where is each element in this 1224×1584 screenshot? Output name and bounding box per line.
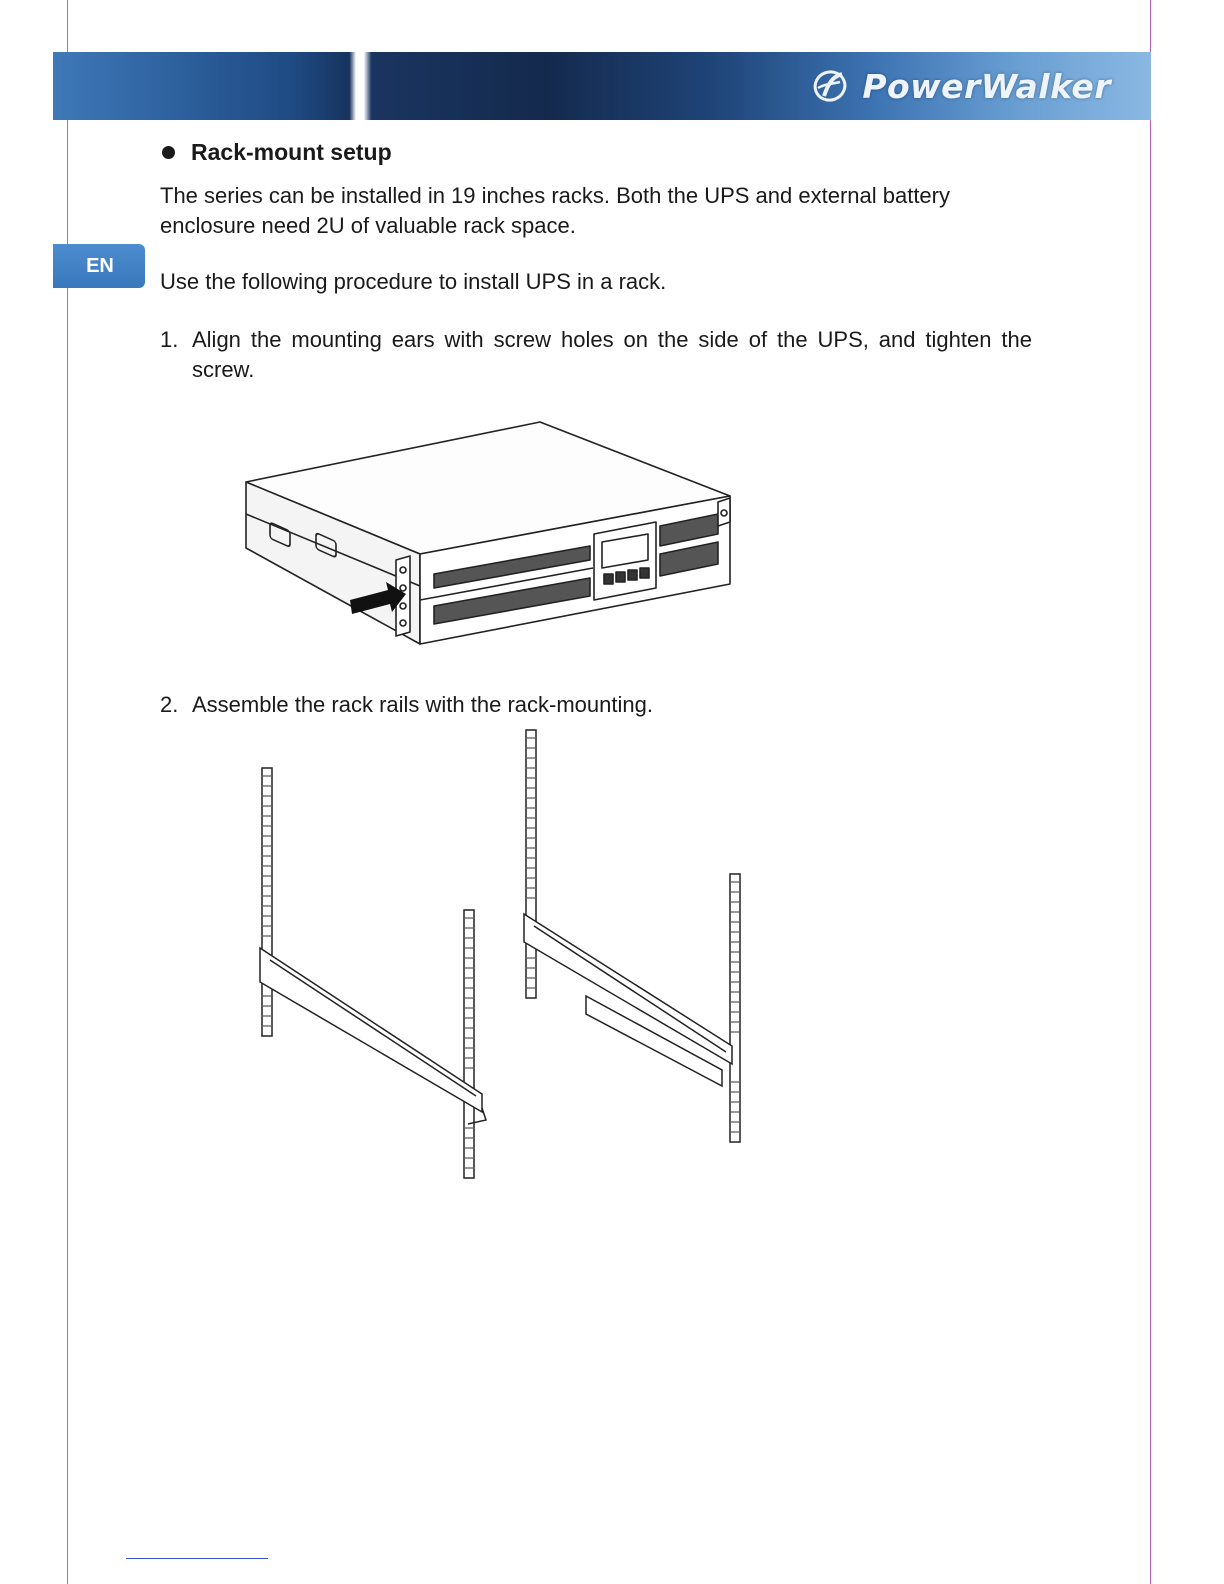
header-band (53, 52, 1151, 120)
intro-paragraph: The series can be installed in 19 inches racks. Both the UPS and external battery enclosure need 2U of valuable rack space. (160, 183, 950, 238)
rack-rails-figure (246, 728, 756, 1188)
brand (810, 66, 1111, 106)
left-margin-line (67, 0, 68, 1584)
powerwalker-logo-icon (810, 68, 854, 104)
step-2 (160, 690, 1032, 720)
bullet-icon (162, 146, 175, 159)
step-number: 1. (160, 327, 179, 352)
step-text: Assemble the rack rails with the rack-mounting. (192, 692, 653, 717)
step-1 (160, 325, 1032, 385)
procedure-paragraph: Use the following procedure to install UPS in a rack. (160, 269, 667, 294)
right-margin-line (1150, 0, 1151, 1584)
ups-mounting-figure (238, 418, 738, 648)
language-tab-en[interactable]: EN (53, 244, 145, 288)
footer-rule (126, 1558, 268, 1559)
brand-name: PowerWalker (862, 66, 1111, 106)
section-heading (162, 139, 392, 166)
section-title: Rack-mount setup (191, 139, 392, 165)
step-text: Align the mounting ears with screw holes on the side of the UPS, and tighten the screw. (192, 327, 1032, 382)
step-number: 2. (160, 692, 179, 717)
